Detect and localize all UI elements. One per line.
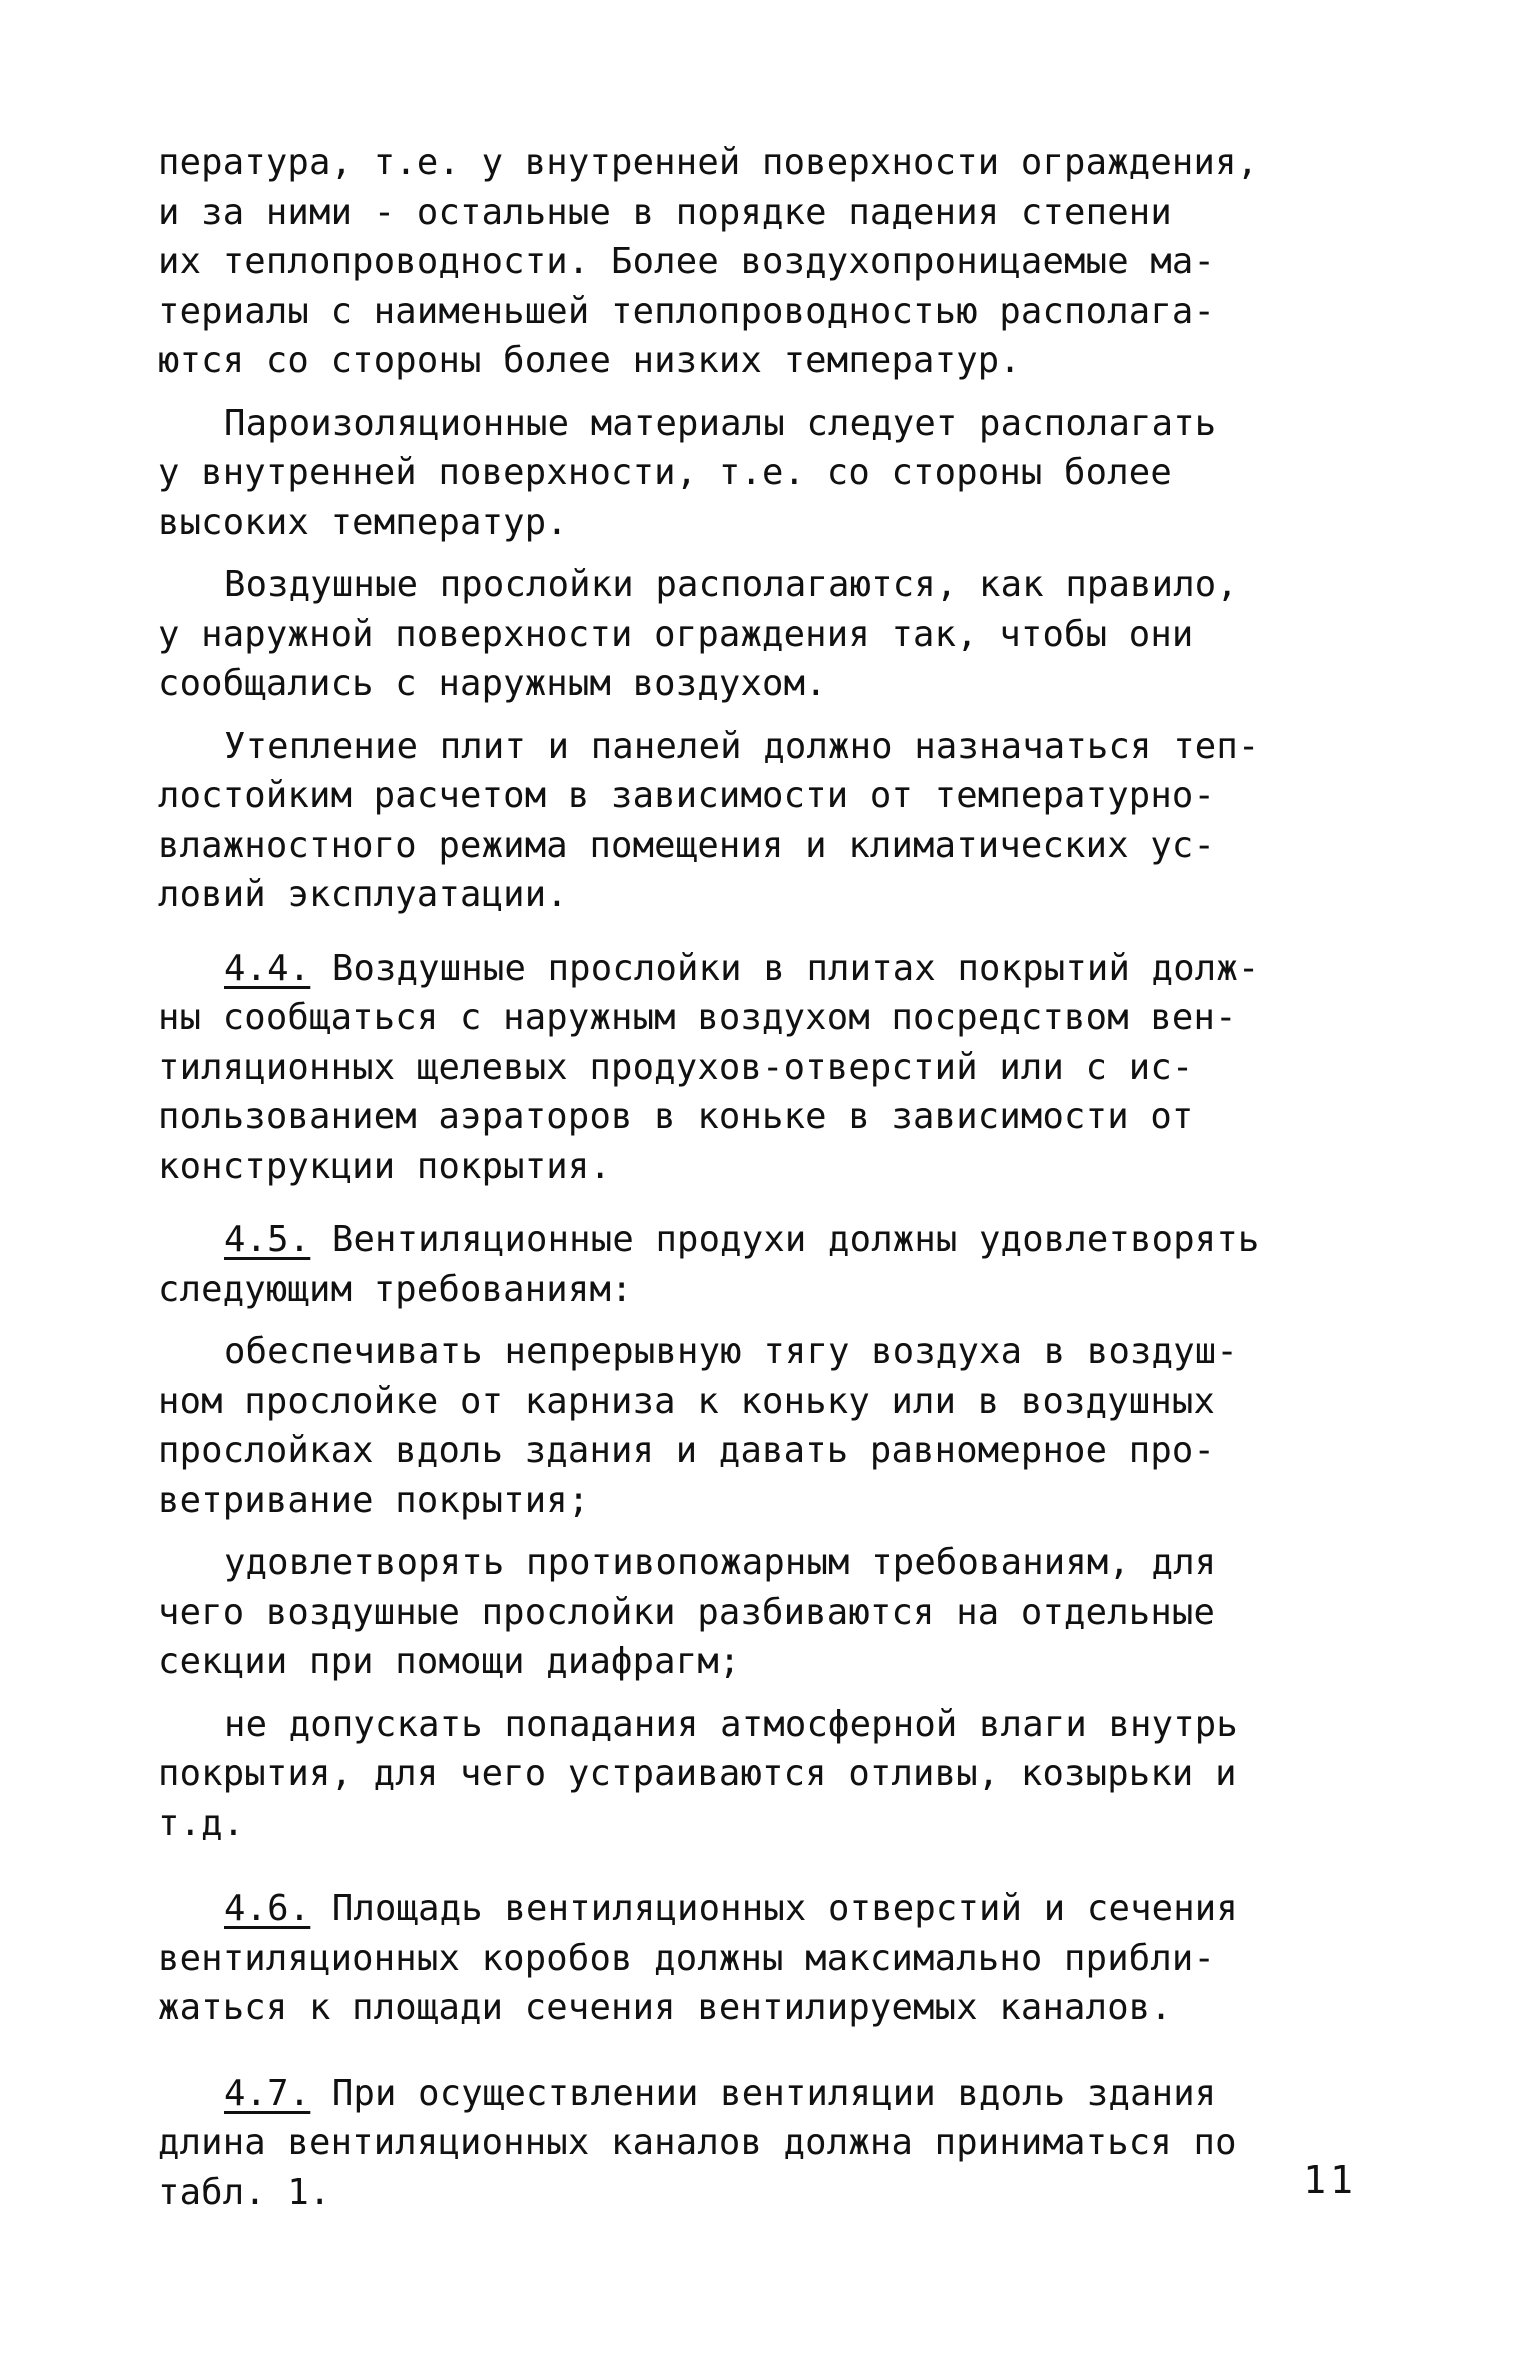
section-number: 4.7. (224, 2072, 311, 2114)
paragraph-1: пература, т.е. у внутренней поверхности ограждения, и за ними - остальные в порядке падения степени их теплопроводности. Более воздухопроницаемые ма- териалы с наименьшей теплопроводностью располага- ются со стороны более низких температур. (158, 142, 1259, 381)
paragraph-4: Утепление плит и панелей должно назначаться теп- лостойким расчетом в зависимости от температурно- влажностного режима помещения и климатических ус- ловий эксплуатации. (158, 725, 1260, 915)
requirement-2: удовлетворять противопожарным требованиям, для чего воздушные прослойки разбиваются на отдельные секции при помощи диафрагм; (158, 1542, 1217, 1682)
page-number: 11 (1303, 2158, 1357, 2202)
paragraph-2: Пароизоляционные материалы следует располагать у внутренней поверхности, т.е. со стороны более высоких температур. (158, 402, 1217, 543)
section-4-5: 4.5. Вентиляционные продухи должны удовлетворять следующим требованиям: (158, 1219, 1260, 1310)
section-4-4: 4.4. Воздушные прослойки в плитах покрытий долж- ны сообщаться с наружным воздухом посредством вен- тиляционных щелевых продухов-отверстий или с ис- пользованием аэраторов в коньке в зависимости от конструкции покрытия. (158, 947, 1260, 1187)
section-number: 4.5. (224, 1219, 311, 1260)
section-number: 4.6. (224, 1888, 311, 1929)
section-4-7: 4.7. При осуществлении вентиляции вдоль здания длина вентиляционных каналов должна приниматься по табл. 1. (158, 2072, 1237, 2213)
document-body (158, 138, 1370, 2217)
section-number: 4.4. (224, 947, 311, 989)
requirement-3: не допускать попадания атмосферной влаги внутрь покрытия, для чего устраиваются отливы, козырьки и т.д. (158, 1703, 1238, 1844)
paragraph-3: Воздушные прослойки располагаются, как правило, у наружной поверхности ограждения так, чтобы они сообщались с наружным воздухом. (158, 564, 1238, 704)
section-4-6: 4.6. Площадь вентиляционных отверстий и сечения вентиляционных коробов должны максимально прибли- жаться к площади сечения вентилируемых каналов. (158, 1888, 1238, 2028)
requirement-1: обеспечивать непрерывную тягу воздуха в воздуш- ном прослойке от карниза к коньку или в воздушных прослойках вдоль здания и давать равномерное про- ветривание покрытия; (158, 1331, 1238, 1521)
